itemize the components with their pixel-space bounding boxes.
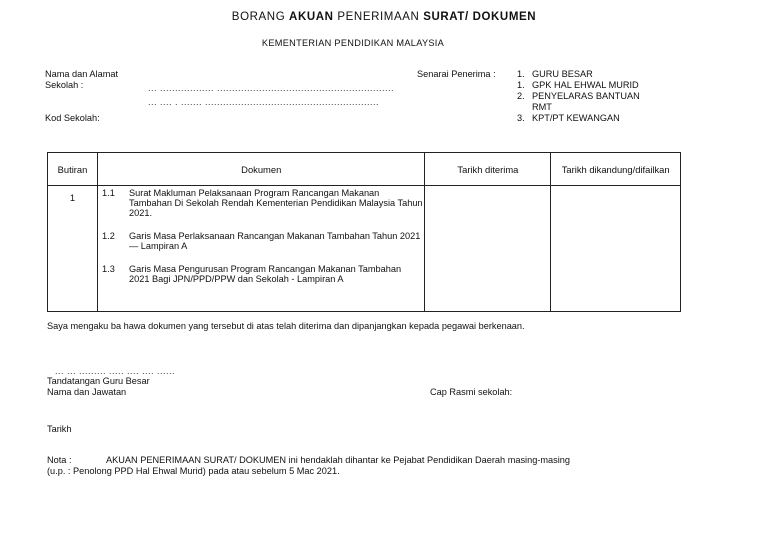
recipients-label: Senarai Penerima : bbox=[417, 69, 496, 79]
recipient-item: 2. PENYELARAS BANTUAN bbox=[517, 91, 640, 101]
recipients-list bbox=[517, 69, 640, 124]
recipient-item: 1. GPK HAL EHWAL MURID bbox=[517, 80, 639, 90]
document-item: 1.3 Garis Masa Pengurusan Program Rancangan Makanan Tambahan 2021 Bagi JPN/PPD/PPW dan Sekolah - Lampiran A bbox=[102, 264, 402, 284]
date-filed-cell[interactable] bbox=[551, 186, 681, 312]
recipient-item: RMT bbox=[532, 102, 552, 112]
signature-label: Tandatangan Guru Besar Nama dan Jawatan bbox=[47, 376, 150, 397]
school-name-dots-1: ... .................. ........................................................... bbox=[148, 83, 395, 93]
table-header-row bbox=[48, 153, 681, 186]
header-tarikh-dikandung: Tarikh dikandung/difailkan bbox=[551, 153, 681, 186]
note-line-1: AKUAN PENERIMAAN SURAT/ DOKUMEN ini hendaklah dihantar ke Pejabat Pendidikan Daerah masing-masing bbox=[106, 455, 570, 465]
acknowledgement-statement: Saya mengaku ba hawa dokumen yang tersebut di atas telah diterima dan dipanjangkan kepada pegawai berkenaan. bbox=[47, 321, 525, 331]
form-title: BORANG AKUAN PENERIMAAN SURAT/ DOKUMEN bbox=[231, 11, 537, 23]
header-dokumen: Dokumen bbox=[98, 153, 425, 186]
school-name-label: Nama dan Alamat Sekolah : bbox=[45, 69, 119, 90]
document-item: 1.1 Surat Makluman Pelaksanaan Program Rancangan Makanan Tambahan Di Sekolah Rendah Kementerian Pendidikan Malaysia Tahun 2021. bbox=[102, 188, 423, 218]
recipient-item: 1. GURU BESAR bbox=[517, 69, 593, 79]
signature-dots: ... ... ......... ..... .... .... ...... bbox=[55, 366, 176, 376]
school-stamp-label: Cap Rasmi sekolah: bbox=[430, 387, 513, 397]
recipient-item: 3. KPT/PT KEWANGAN bbox=[517, 113, 620, 123]
school-name-dots-2: ... .... . ....... .......................................................... bbox=[148, 97, 380, 107]
note-label: Nota : bbox=[47, 455, 72, 465]
date-received-cell[interactable] bbox=[425, 186, 551, 312]
ministry-subtitle: KEMENTERIAN PENDIDIKAN MALAYSIA bbox=[261, 38, 445, 48]
row-number: 1 bbox=[48, 186, 98, 312]
header-butiran: Butiran bbox=[48, 153, 98, 186]
date-label: Tarikh bbox=[47, 424, 72, 434]
school-code-label: Kod Sekolah: bbox=[45, 113, 100, 123]
note-line-2: (u.p. : Penolong PPD Hal Ehwal Murid) pada atau sebelum 5 Mac 2021. bbox=[47, 466, 340, 476]
document-table bbox=[47, 152, 681, 312]
document-items-cell bbox=[98, 186, 425, 312]
table-row bbox=[48, 186, 681, 312]
header-tarikh-diterima: Tarikh diterima bbox=[425, 153, 551, 186]
document-item: 1.2 Garis Masa Perlaksanaan Rancangan Makanan Tambahan Tahun 2021 — Lampiran A bbox=[102, 231, 421, 251]
